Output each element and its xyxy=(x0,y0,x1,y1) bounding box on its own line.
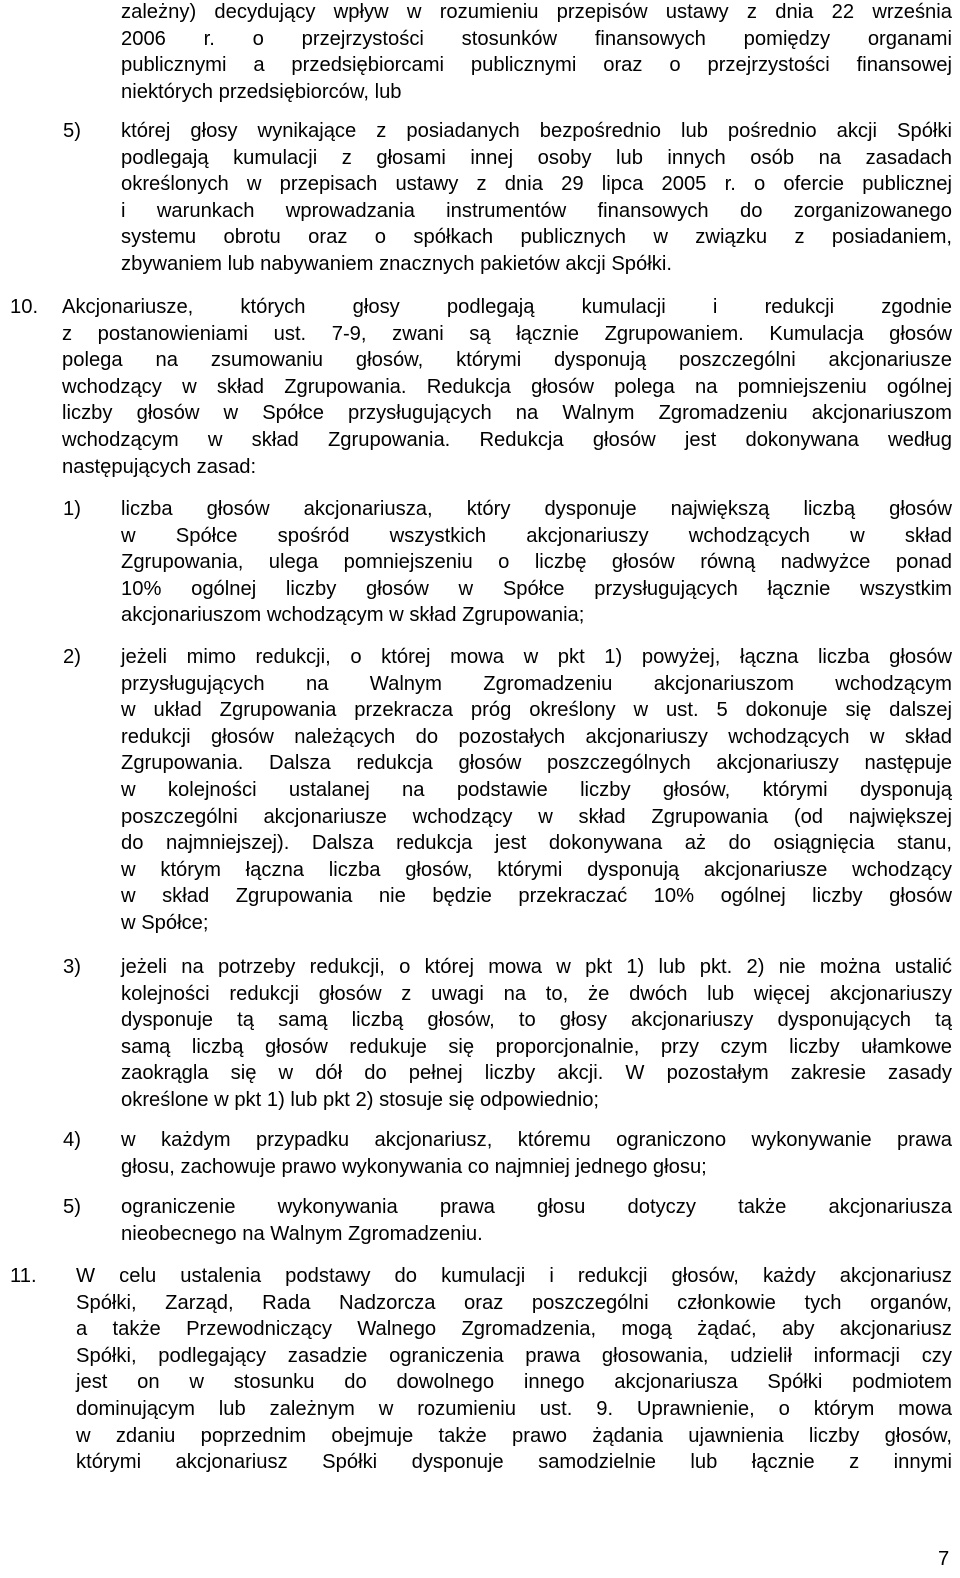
text-line: Spółki, podlegający zasadzie ograniczenia prawa głosowania, udzielił informacji czy xyxy=(76,1344,952,1367)
list-item-4-number: 4) xyxy=(63,1129,81,1151)
text-line: którymi akcjonariusz Spółki dysponuje samodzielnie lub łącznie z innymi xyxy=(76,1451,952,1474)
section-11-number: 11. xyxy=(10,1265,37,1287)
list-item-2-number: 2) xyxy=(63,646,81,668)
text-line: Akcjonariusze, których głosy podlegają kumulacji i redukcji zgodnie xyxy=(62,296,952,318)
text-line: zależny) decydujący wpływ w rozumieniu przepisów ustawy z dnia 22 września xyxy=(121,1,952,23)
text-line: głosu, zachowuje prawo wykonywania co najmniej jednego głosu; xyxy=(121,1155,707,1178)
text-line: w zdaniu poprzednim obejmuje także prawo żądania ujawnienia liczby głosów, xyxy=(76,1424,952,1447)
text-line: akcjonariuszom wchodzącym w skład Zgrupowania; xyxy=(121,604,585,627)
text-line: samą liczbą głosów redukuje się proporcjonalnie, przy czym liczby ułamkowe xyxy=(121,1035,952,1058)
text-line: Zgrupowania. Dalsza redukcja głosów poszczególnych akcjonariuszy następuje xyxy=(121,752,952,775)
text-line: redukcji głosów należących do pozostałych akcjonariuszy wchodzących w skład xyxy=(121,725,952,748)
text-line: której głosy wynikające z posiadanych bezpośrednio lub pośrednio akcji Spółki xyxy=(121,120,952,142)
text-line: podlegają kumulacji z głosami innej osoby lub innych osób na zasadach xyxy=(121,146,952,169)
text-line: Zgrupowania, ulega pomniejszeniu o liczbę głosów równą nadwyżce ponad xyxy=(121,551,952,574)
text-line: w Spółce spośród wszystkich akcjonariuszy wchodzących w skład xyxy=(121,524,952,547)
text-line: zaokrągla się w dół do pełnej liczby akcji. W pozostałym zakresie zasady xyxy=(121,1062,952,1085)
text-line: poszczególni akcjonariusze wchodzący w skład Zgrupowania (od największej xyxy=(121,805,952,828)
list-item-2-text xyxy=(121,644,952,937)
item-5-text xyxy=(121,118,952,278)
list-item-1-text xyxy=(121,496,952,629)
text-line: w skład Zgrupowania nie będzie przekraczać 10% ogólnej liczby głosów xyxy=(121,885,952,908)
text-line: publicznymi a przedsiębiorcami publicznymi oraz o przejrzystości finansowej xyxy=(121,54,952,77)
text-line: 10% ogólnej liczby głosów w Spółce przysługujących łącznie wszystkim xyxy=(121,577,952,600)
intro-paragraph xyxy=(121,0,952,105)
text-line: dominującym lub zależnym w rozumieniu ust. 9. Uprawnienie, o którym mowa xyxy=(76,1397,952,1420)
text-line: jeżeli mimo redukcji, o której mowa w pkt 1) powyżej, łączna liczba głosów xyxy=(121,646,952,668)
text-line: a także Przewodniczący Walnego Zgromadzenia, mogą żądać, aby akcjonariusz xyxy=(76,1318,952,1341)
text-line: wchodzący w skład Zgrupowania. Redukcja głosów polega na pomniejszeniu ogólnej xyxy=(62,375,952,398)
text-line: przysługujących na Walnym Zgromadzeniu akcjonariuszom wchodzącym xyxy=(121,672,952,695)
text-line: 2006 r. o przejrzystości stosunków finansowych pomiędzy organami xyxy=(121,27,952,50)
text-line: liczba głosów akcjonariusza, który dysponuje największą liczbą głosów xyxy=(121,498,952,520)
text-line: w kolejności ustalanej na podstawie liczby głosów, którymi dysponują xyxy=(121,778,952,801)
text-line: w każdym przypadku akcjonariusz, któremu ograniczono wykonywanie prawa xyxy=(121,1129,952,1151)
item-5-number: 5) xyxy=(63,120,81,142)
text-line: polega na zsumowaniu głosów, którymi dysponują poszczególni akcjonariusze xyxy=(62,349,952,372)
text-line: zbywaniem lub nabywaniem znacznych pakietów akcji Spółki. xyxy=(121,252,672,275)
list-item-5-text xyxy=(121,1194,952,1247)
text-line: w układ Zgrupowania przekracza próg określony w ust. 5 dokonuje się dalszej xyxy=(121,699,952,722)
text-line: jest on w stosunku do dowolnego innego akcjonariusza Spółki podmiotem xyxy=(76,1371,952,1394)
text-line: liczby głosów w Spółce przysługujących na Walnym Zgromadzeniu akcjonariuszom xyxy=(62,402,952,425)
section-10-number: 10. xyxy=(10,296,39,318)
list-item-4-text xyxy=(121,1127,952,1180)
text-line: systemu obrotu oraz o spółkach publicznych w związku z posiadaniem, xyxy=(121,226,952,249)
text-line: w którym łączna liczba głosów, którymi dysponują akcjonariusze wchodzący xyxy=(121,858,952,881)
section-11-text xyxy=(76,1263,952,1476)
section-10-text xyxy=(62,294,952,480)
text-line: Spółki, Zarząd, Rada Nadzorcza oraz poszczególni członkowie tych organów, xyxy=(76,1291,952,1314)
text-line: kolejności redukcji głosów z uwagi na to, że dwóch lub więcej akcjonariuszy xyxy=(121,982,952,1005)
list-item-5-number: 5) xyxy=(63,1196,81,1218)
page-number: 7 xyxy=(938,1548,950,1570)
list-item-3-number: 3) xyxy=(63,956,81,978)
list-item-1-number: 1) xyxy=(63,498,81,520)
text-line: i warunkach wprowadzania instrumentów finansowych do zorganizowanego xyxy=(121,199,952,222)
text-line: wchodzącym w skład Zgrupowania. Redukcja głosów jest dokonywana według xyxy=(62,428,952,451)
text-line: z postanowieniami ust. 7-9, zwani są łącznie Zgrupowaniem. Kumulacja głosów xyxy=(62,322,952,345)
text-line: do najmniejszej). Dalsza redukcja jest dokonywana aż do osiągnięcia stanu, xyxy=(121,832,952,855)
text-line: określonych w przepisach ustawy z dnia 29 lipca 2005 r. o ofercie publicznej xyxy=(121,173,952,196)
text-line: W celu ustalenia podstawy do kumulacji i redukcji głosów, każdy akcjonariusz xyxy=(76,1265,952,1287)
list-item-3-text xyxy=(121,954,952,1114)
text-line: dysponuje tą samą liczbą głosów, to głosy akcjonariuszy dysponujących tą xyxy=(121,1009,952,1032)
text-line: następujących zasad: xyxy=(62,455,257,478)
text-line: określone w pkt 1) lub pkt 2) stosuje się odpowiednio; xyxy=(121,1088,600,1111)
text-line: w Spółce; xyxy=(121,911,209,934)
text-line: jeżeli na potrzeby redukcji, o której mowa w pkt 1) lub pkt. 2) nie można ustalić xyxy=(121,956,952,978)
text-line: niektórych przedsiębiorców, lub xyxy=(121,80,402,103)
text-line: nieobecnego na Walnym Zgromadzeniu. xyxy=(121,1222,483,1245)
text-line: ograniczenie wykonywania prawa głosu dotyczy także akcjonariusza xyxy=(121,1196,952,1218)
